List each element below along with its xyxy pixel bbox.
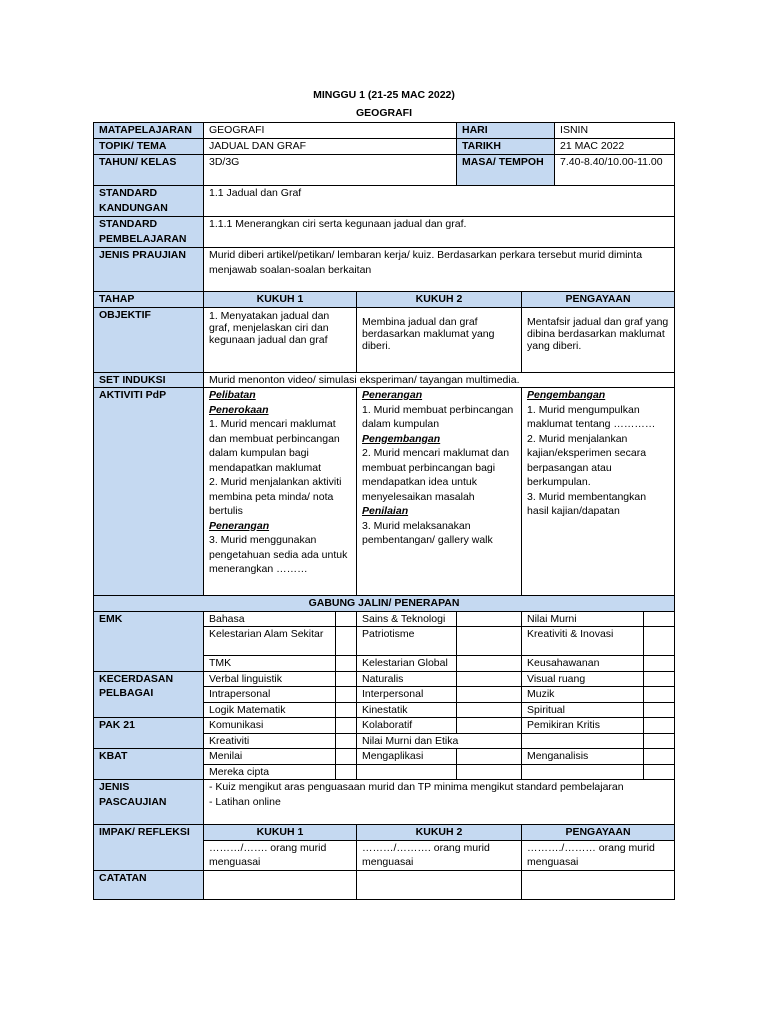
tarikh-value: 21 MAC 2022 — [555, 139, 675, 155]
objektif-pengayaan-cell — [522, 307, 675, 372]
kecerdasan-item: Muzik — [522, 687, 644, 703]
aktiviti-k1-step1: 1. Murid mencari maklumat dan membuat perbincangan dalam kumpulan bagi mendapatkan maklumat — [209, 418, 340, 474]
hari-label: HARI — [457, 123, 555, 139]
catatan-kukuh2 — [357, 870, 522, 899]
kecerdasan-item: Verbal linguistik — [204, 671, 336, 687]
objektif-kukuh2: Membina jadual dan graf berdasarkan maklumat yang diberi. — [362, 315, 495, 352]
subject-title: GEOGRAFI — [355, 107, 412, 119]
impak-kukuh2-header: KUKUH 2 — [357, 825, 522, 841]
aktiviti-k1-heading-penerangan: Penerangan — [209, 519, 270, 532]
pak21-item: Komunikasi — [204, 718, 336, 734]
emk-item: Kelestarian Global — [357, 656, 457, 672]
praujian-label: JENIS PRAUJIAN — [94, 248, 204, 292]
tarikh-label: TARIKH — [457, 139, 555, 155]
catatan-kukuh1 — [204, 870, 357, 899]
hari-value: ISNIN — [555, 123, 675, 139]
topik-label: TOPIK/ TEMA — [94, 139, 204, 155]
aktiviti-p-step2: 2. Murid menjalankan kajian/eksperimen secara berpasangan atau berkumpulan. — [527, 432, 647, 488]
aktiviti-p-step3: 3. Murid membentangkan hasil kajian/dapatan — [527, 490, 647, 517]
kecerdasan-item: Interpersonal — [357, 687, 457, 703]
standard-pembelajaran-label: STANDARD PEMBELAJARAN — [94, 217, 204, 248]
kecerdasan-item: Naturalis — [357, 671, 457, 687]
objektif-label: OBJEKTIF — [94, 307, 204, 372]
aktiviti-k2-step3: 3. Murid melaksanakan pembentangan/ gallery walk — [362, 519, 493, 546]
pak21-item: Pemikiran Kritis — [522, 718, 644, 734]
lesson-plan-table — [93, 122, 675, 900]
aktiviti-k1-step3: 3. Murid menggunakan pengetahuan sedia ada untuk menerangkan ……… — [209, 534, 348, 575]
aktiviti-k2-heading-pengembangan: Pengembangan — [362, 432, 441, 445]
kecerdasan-item: Kinestatik — [357, 702, 457, 718]
tahun-label: TAHUN/ KELAS — [94, 155, 204, 186]
pascaujian-line2: - Latihan online — [209, 795, 281, 808]
kecerdasan-item: Visual ruang — [522, 671, 644, 687]
aktiviti-k1-step2: 2. Murid menjalankan aktiviti membina peta minda/ nota bertulis — [209, 476, 342, 517]
impak-kukuh1-header: KUKUH 1 — [204, 825, 357, 841]
aktiviti-k2-step1: 1. Murid membuat perbincangan dalam kumpulan — [362, 403, 514, 430]
praujian-text: Murid diberi artikel/petikan/ lembaran kerja/ kuiz. Berdasarkan perkara tersebut murid diminta menjawab soalan-soalan berkaitan — [204, 248, 675, 292]
matapelajaran-label: MATAPELAJARAN — [94, 123, 204, 139]
objektif-kukuh2-cell — [357, 307, 522, 372]
tahap-pengayaan: PENGAYAAN — [522, 292, 675, 308]
aktiviti-k2-step2: 2. Murid mencari maklumat dan membuat perbincangan bagi mendapatkan idea untuk menyelesaikan masalah — [362, 447, 510, 503]
pak21-item: Nilai Murni dan Etika — [357, 733, 522, 749]
aktiviti-k1-heading-pelibatan: Pelibatan — [209, 389, 256, 401]
pak21-item: Kolaboratif — [357, 718, 457, 734]
emk-label: EMK — [94, 611, 204, 671]
impak-pengayaan-header: PENGAYAAN — [522, 825, 675, 841]
pascaujian-label: JENIS PASCAUJIAN — [94, 780, 204, 825]
emk-item: Kreativiti & Inovasi — [522, 627, 644, 656]
aktiviti-k1-heading-penerokaan: Penerokaan — [209, 403, 269, 416]
aktiviti-kukuh2 — [357, 388, 522, 596]
aktiviti-k2-heading-penerangan: Penerangan — [362, 389, 423, 401]
kbat-item: Menganalisis — [522, 749, 644, 765]
standard-pembelajaran-value: 1.1.1 Menerangkan ciri serta kegunaan jadual dan graf. — [204, 217, 675, 248]
impak-pengayaan-value: ………./……… orang murid menguasai — [522, 840, 675, 870]
aktiviti-p-heading-pengembangan: Pengembangan — [527, 389, 606, 401]
pascaujian-cell — [204, 780, 675, 825]
kbat-item: Mengaplikasi — [357, 749, 457, 765]
emk-item: Keusahawanan — [522, 656, 644, 672]
masa-label: MASA/ TEMPOH — [457, 155, 555, 186]
emk-item: Nilai Murni — [522, 611, 644, 627]
kecerdasan-item: Intrapersonal — [204, 687, 336, 703]
objektif-kukuh1: 1. Menyatakan jadual dan graf, menjelaskan ciri dan kegunaan jadual dan graf — [209, 309, 330, 346]
tahun-value: 3D/3G — [204, 155, 457, 186]
topik-value: JADUAL DAN GRAF — [204, 139, 457, 155]
tahap-kukuh2: KUKUH 2 — [357, 292, 522, 308]
impak-kukuh2-value: ………/………. orang murid menguasai — [357, 840, 522, 870]
emk-item: Sains & Teknologi — [357, 611, 457, 627]
emk-item: Bahasa — [204, 611, 336, 627]
objektif-pengayaan: Mentafsir jadual dan graf yang dibina berdasarkan maklumat yang diberi. — [527, 315, 669, 352]
pascaujian-line1: - Kuiz mengikut aras penguasaan murid dan TP minima mengikut standard pembelajaran — [209, 781, 624, 793]
kecerdasan-label: KECERDASAN PELBAGAI — [94, 671, 204, 718]
aktiviti-kukuh1 — [204, 388, 357, 596]
kbat-label: KBAT — [94, 749, 204, 780]
pak21-label: PAK 21 — [94, 718, 204, 749]
emk-item: TMK — [204, 656, 336, 672]
pak21-item: Kreativiti — [204, 733, 336, 749]
matapelajaran-value: GEOGRAFI — [204, 123, 457, 139]
emk-item: Kelestarian Alam Sekitar — [204, 627, 336, 656]
impak-label: IMPAK/ REFLEKSI — [94, 825, 204, 871]
masa-value: 7.40-8.40/10.00-11.00 — [555, 155, 675, 186]
objektif-kukuh1-cell — [204, 307, 357, 372]
tahap-kukuh1: KUKUH 1 — [204, 292, 357, 308]
kecerdasan-item: Logik Matematik — [204, 702, 336, 718]
set-induksi-text: Murid menonton video/ simulasi eksperiman/ tayangan multimedia. — [204, 372, 675, 388]
kbat-item: Mereka cipta — [204, 764, 336, 780]
emk-item: Patriotisme — [357, 627, 457, 656]
standard-kandungan-value: 1.1 Jadual dan Graf — [204, 186, 675, 217]
week-title: MINGGU 1 (21-25 MAC 2022) — [313, 89, 455, 101]
catatan-pengayaan — [522, 870, 675, 899]
catatan-label: CATATAN — [94, 870, 204, 899]
kbat-item: Menilai — [204, 749, 336, 765]
aktiviti-label: AKTIVITI PdP — [94, 388, 204, 596]
standard-kandungan-label: STANDARD KANDUNGAN — [94, 186, 204, 217]
kecerdasan-item: Spiritual — [522, 702, 644, 718]
aktiviti-pengayaan — [522, 388, 675, 596]
tahap-label: TAHAP — [94, 292, 204, 308]
impak-kukuh1-value: ………/……. orang murid menguasai — [204, 840, 357, 870]
aktiviti-k2-heading-penilaian: Penilaian — [362, 505, 409, 517]
gabung-jalin-title: GABUNG JALIN/ PENERAPAN — [94, 596, 675, 612]
aktiviti-p-step1: 1. Murid mengumpulkan maklumat tentang ………… — [527, 403, 656, 430]
set-induksi-label: SET INDUKSI — [94, 372, 204, 388]
